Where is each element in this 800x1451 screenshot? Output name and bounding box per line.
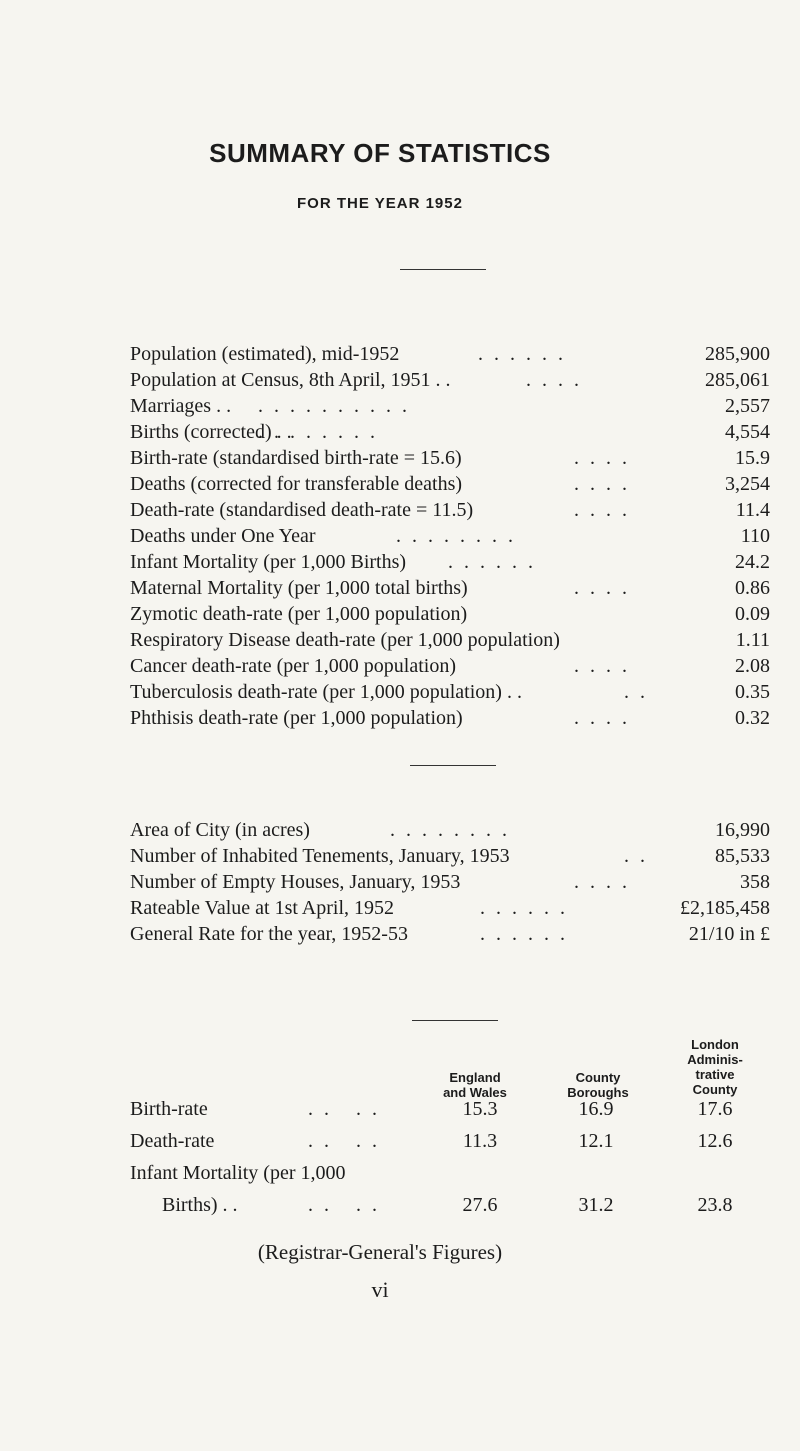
statistic-row xyxy=(130,341,770,367)
statistic-label: Cancer death-rate (per 1,000 population) xyxy=(130,655,456,677)
statistic-row xyxy=(130,869,770,895)
statistic-value: 3,254 xyxy=(725,473,770,495)
statistic-value: 1.11 xyxy=(735,629,770,651)
statistic-label: Respiratory Disease death-rate (per 1,000 population) xyxy=(130,629,560,651)
statistic-value: 358 xyxy=(740,871,770,893)
source-note: (Registrar-General's Figures) xyxy=(257,1240,503,1264)
statistic-value: 0.32 xyxy=(735,707,770,729)
statistic-value: 11.4 xyxy=(735,499,770,521)
statistic-row xyxy=(130,549,770,575)
statistic-row xyxy=(130,705,770,731)
statistic-label: Rateable Value at 1st April, 1952 xyxy=(130,897,395,919)
comparison-row-label-cont: Births) . . . . . . xyxy=(162,1194,380,1216)
statistic-row xyxy=(130,627,770,653)
comparison-value: 23.8 xyxy=(697,1194,733,1216)
comparison-row-label: Infant Mortality (per 1,000 xyxy=(130,1162,346,1184)
comparison-value: 17.6 xyxy=(697,1098,733,1120)
dot-leader: . . . . xyxy=(574,577,630,599)
statistic-value: 16,990 xyxy=(715,819,770,841)
statistic-row xyxy=(130,445,770,471)
statistic-row xyxy=(130,419,770,445)
dot-leader: . . . . . . xyxy=(480,923,568,945)
statistic-label: Phthisis death-rate (per 1,000 population) xyxy=(130,707,463,729)
statistic-label: Deaths under One Year xyxy=(130,525,316,547)
dot-leader: . . . . . . . . . . xyxy=(258,395,410,417)
statistic-row xyxy=(130,497,770,523)
dot-leader: . . . . . . xyxy=(480,897,568,919)
statistic-value: 285,900 xyxy=(705,343,770,365)
comparison-value: 12.6 xyxy=(697,1130,733,1152)
statistic-label: Number of Empty Houses, January, 1953 xyxy=(130,871,461,893)
statistic-value: 85,533 xyxy=(715,845,770,867)
statistic-value: 24.2 xyxy=(735,551,770,573)
divider xyxy=(410,765,496,766)
statistic-row xyxy=(130,367,770,393)
statistic-value: 0.86 xyxy=(735,577,770,599)
dot-leader: . . . . xyxy=(574,473,630,495)
comparison-row-label: Death-rate . . . . xyxy=(130,1130,380,1152)
dot-leader: . . . . xyxy=(574,871,630,893)
statistic-label: Area of City (in acres) xyxy=(130,819,310,841)
dot-leader: . . . . . . xyxy=(478,343,566,365)
statistic-value: 21/10 in £ xyxy=(688,923,770,945)
statistic-row xyxy=(130,393,770,419)
statistic-label: Death-rate (standardised death-rate = 11.5) xyxy=(130,499,474,521)
statistic-value: 110 xyxy=(740,525,770,547)
dot-leader: . . . . . . . . xyxy=(396,525,516,547)
statistic-label: Birth-rate (standardised birth-rate = 15.6) xyxy=(130,447,462,469)
column-header-county-boroughs: County Boroughs xyxy=(567,1070,629,1100)
statistic-label: Number of Inhabited Tenements, January, 1953 xyxy=(130,845,510,867)
statistic-row xyxy=(130,817,770,843)
dot-leader: . . . . xyxy=(574,499,630,521)
comparison-value: 15.3 xyxy=(462,1098,498,1120)
statistic-label: Infant Mortality (per 1,000 Births) xyxy=(130,551,407,573)
dot-leader: . . . . . . xyxy=(448,551,536,573)
statistic-value: 4,554 xyxy=(725,421,770,443)
comparison-value: 12.1 xyxy=(578,1130,614,1152)
statistic-label: Deaths (corrected for transferable deaths) xyxy=(130,473,463,495)
dot-leader: . . xyxy=(624,845,648,867)
comparison-value: 31.2 xyxy=(578,1194,614,1216)
statistic-value: 285,061 xyxy=(705,369,770,391)
statistic-row xyxy=(130,895,770,921)
comparison-row-label: Birth-rate . . . . xyxy=(130,1098,380,1120)
statistic-label: Maternal Mortality (per 1,000 total births) xyxy=(130,577,468,599)
statistic-label: General Rate for the year, 1952-53 xyxy=(130,923,408,945)
page-number: vi xyxy=(371,1277,389,1302)
statistic-row xyxy=(130,921,770,947)
statistic-value: 0.09 xyxy=(735,603,770,625)
page-title: SUMMARY OF STATISTICS xyxy=(209,138,551,168)
dot-leader: . . . . xyxy=(574,447,630,469)
comparison-value: 16.9 xyxy=(578,1098,614,1120)
statistic-value: 2.08 xyxy=(735,655,770,677)
statistic-row xyxy=(130,653,770,679)
dot-leader: . . . . xyxy=(574,655,630,677)
column-header-london: London Adminis- trative County xyxy=(687,1037,743,1097)
statistic-label: Zymotic death-rate (per 1,000 population) xyxy=(130,603,468,625)
dot-leader: . . . . xyxy=(574,707,630,729)
divider xyxy=(412,1020,498,1021)
dot-leader: . . . . . . . . xyxy=(258,421,378,443)
statistic-label: Population at Census, 8th April, 1951 . . xyxy=(130,369,451,391)
page-subtitle: FOR THE YEAR 1952 xyxy=(297,195,463,212)
statistic-value: 2,557 xyxy=(725,395,770,417)
statistic-label: Births (corrected) . . xyxy=(130,421,292,443)
statistic-row xyxy=(130,575,770,601)
statistic-label: Tuberculosis death-rate (per 1,000 population) . . xyxy=(130,681,522,703)
statistic-row xyxy=(130,679,770,705)
column-header-england-wales: England and Wales xyxy=(443,1070,507,1100)
statistic-row xyxy=(130,843,770,869)
statistic-label: Population (estimated), mid-1952 xyxy=(130,343,400,365)
dot-leader: . . xyxy=(624,681,648,703)
statistic-row xyxy=(130,523,770,549)
divider xyxy=(400,269,486,270)
statistic-value: 15.9 xyxy=(735,447,770,469)
statistic-value: 0.35 xyxy=(735,681,770,703)
statistic-label: Marriages . . xyxy=(130,395,232,417)
statistic-value: £2,185,458 xyxy=(680,897,770,919)
statistic-row xyxy=(130,471,770,497)
dot-leader: . . . . xyxy=(526,369,582,391)
dot-leader: . . . . . . . . xyxy=(390,819,510,841)
comparison-value: 27.6 xyxy=(462,1194,498,1216)
statistic-row xyxy=(130,601,770,627)
comparison-value: 11.3 xyxy=(462,1130,498,1152)
